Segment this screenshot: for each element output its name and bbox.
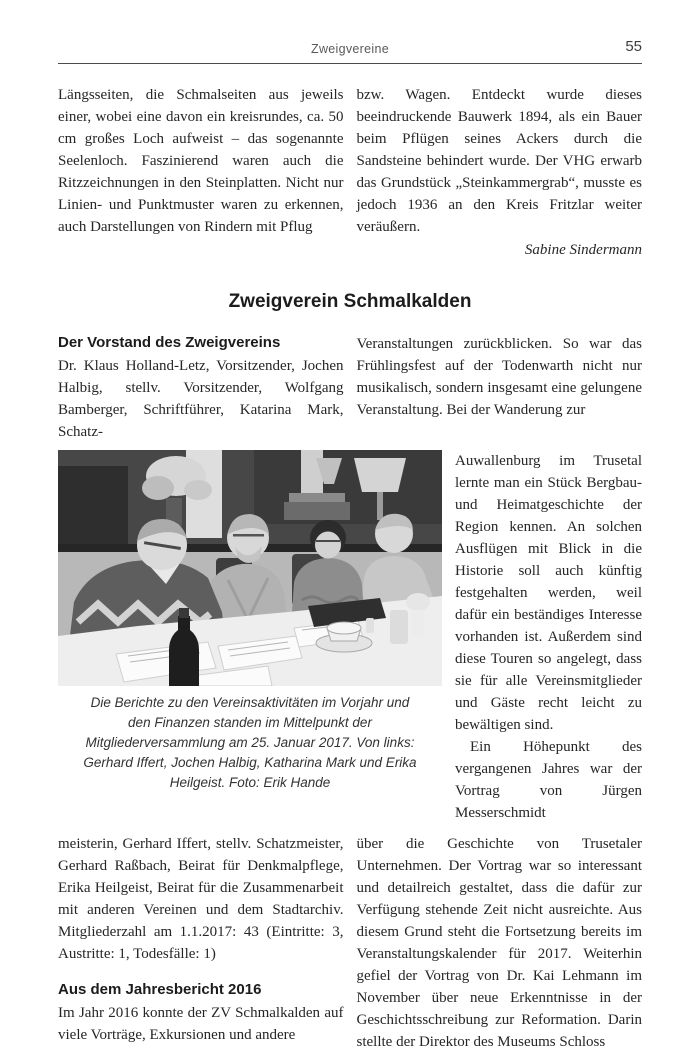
meeting-photo-illustration: [58, 450, 442, 686]
article-figure: [58, 450, 442, 824]
meeting-photo: [58, 450, 442, 686]
paragraph-jahresbericht-start: Im Jahr 2016 konnte der ZV Schmalkalden auf viele Vorträge, Exkursionen und andere: [58, 1005, 344, 1043]
paragraph-vorstand-start: Dr. Klaus Holland-Letz, Vorsitzender, Jochen Halbig, stellv. Vorsitzender, Wolfgang Bamberger, Schriftführer, Katarina Mark, Schatz-: [58, 358, 344, 440]
wrap-column: [455, 450, 642, 824]
paragraph-vorstand-end: meisterin, Gerhard Iffert, stellv. Schatzmeister, Gerhard Raßbach, Beirat für Denkmalpflege, Erika Heilgeist, Beirat für die Zusammenarbeit mit anderen Vereinen und dem Stadtarchiv. Mitgliederzahl am 1.1.2017: 43 (Eintritte: 3, Austritte: 1, Todesfälle: 1): [58, 836, 344, 962]
paragraph-hoehepunkt: Ein Höhepunkt des vergangenen Jahres war der Vortrag von Jürgen Messerschmidt: [455, 739, 642, 821]
bottom-left-column: [58, 833, 344, 1053]
photo-row: [58, 450, 642, 824]
page-number: 55: [625, 38, 642, 55]
paragraph-top-right: bzw. Wagen. Entdeckt wurde dieses beeindruckende Bauwerk 1894, als ein Bauer beim Pflügen seines Ackers durch die Sandsteine behindert wurde. Der VHG erwarb das Grundstück „Steinkammergrab“, musste es jedoch 1936 an den Kreis Fritzlar weiter veräußern.: [356, 87, 642, 235]
article-title: Zweigverein Schmalkalden: [228, 291, 472, 312]
intro-left-column: [58, 333, 344, 443]
top-right-column: [357, 84, 643, 261]
subheading-jahresbericht: Aus dem Jahresbericht 2016: [58, 981, 262, 998]
paragraph-top-left: Längsseiten, die Schmalseiten aus jeweils einer, wobei eine davon ein kreisrundes, ca. 50 cm großes Loch aufweist – das sogenannte Seelenloch. Faszinierend waren auch die Ritzzeichnungen in den Steinplatten. Nicht nur Linien- und Punktmuster waren zu erkennen, auch Darstellungen von Rindern mit Pflug: [58, 87, 344, 235]
subheading-vorstand: Der Vorstand des Zweigvereins: [58, 334, 281, 351]
page-header: [58, 38, 642, 64]
bottom-section: [58, 833, 642, 1053]
top-section: [58, 84, 642, 261]
paragraph-vortraege: über die Geschichte von Trusetaler Unternehmen. Der Vortrag war so interessant und detailreich gestaltet, dass die dafür zur Verfügung stehende Zeit nicht ausreichte. Aus diesem Grund steht die Fortsetzung bereits im Veranstaltungskalender für 2017. Weiterhin gefiel der Vortrag von Dr. Kai Lehmann im November über neue Erkenntnisse in der Geschichtsschreibung zur Reformation. Darin stellte der Direktor des Museums Schloss: [356, 836, 642, 1050]
article-intro-row: [58, 333, 642, 443]
paragraph-ausfluege: Auwallenburg im Trusetal lernte man ein Stück Bergbau- und Heimatgeschichte der Region kennen. An solchen Ausflügen mit Blick in die Historie soll auch künftig festgehalten werden, weil dafür ein beständiges Interesse vorhanden ist. Außerdem sind diese Touren so angelegt, dass sie für alle Vereinsmitglieder und Gäste recht leicht zu bewältigen sind.: [455, 453, 642, 733]
author-byline: Sabine Sindermann: [524, 242, 642, 258]
paragraph-jahresbericht-continued: Veranstaltungen zurückblicken. So war das Frühlingsfest auf der Todenwarth nicht nur musikalisch, sondern insgesamt eine gelungene Veranstaltung. Bei der Wanderung zur: [356, 336, 642, 418]
photo-caption: Die Berichte zu den Vereinsaktivitäten im Vorjahr und den Finanzen standen im Mittelpunkt der Mitgliederversammlung am 25. Januar 2017. Von links: Gerhard Iffert, Jochen Halbig, Katharina Mark und Erika Heilgeist. Foto: Erik Hande: [83, 695, 417, 790]
running-title: Zweigvereine: [311, 42, 389, 56]
document-page: [0, 38, 700, 1053]
